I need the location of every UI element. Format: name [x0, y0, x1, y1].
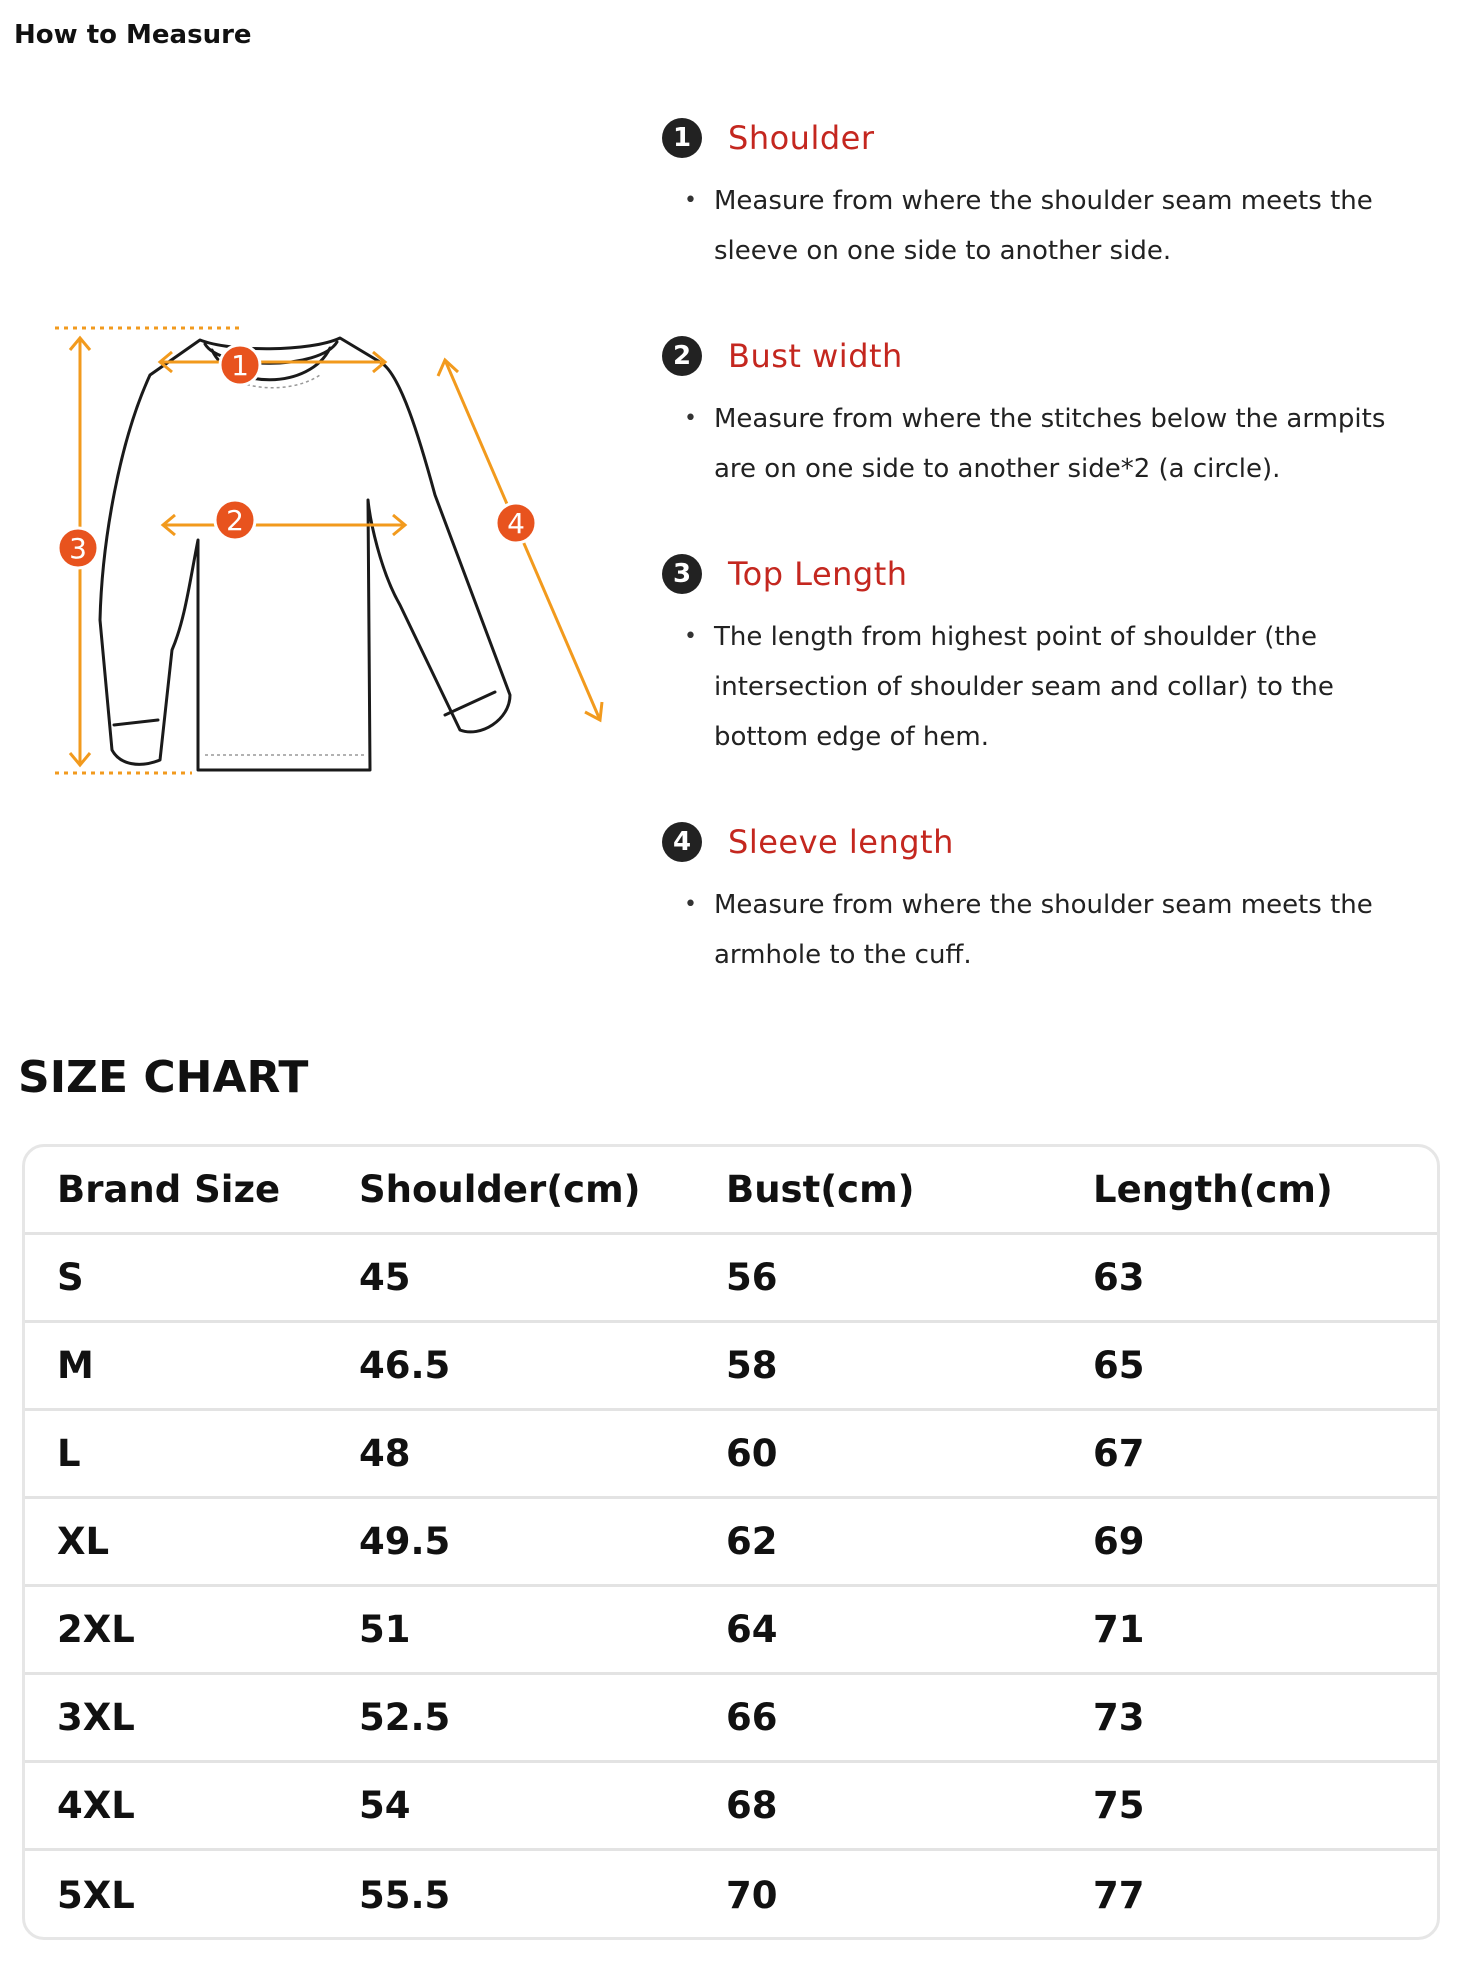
measure-description: • Measure from where the stitches below the armpits are on one side to another side*2 (a circle). [692, 394, 1422, 494]
measure-title: Shoulder [728, 119, 875, 157]
cell-shoulder: 45 [359, 1256, 411, 1299]
cell-bust: 64 [726, 1608, 778, 1651]
measure-description: • Measure from where the shoulder seam meets the armhole to the cuff. [692, 880, 1422, 980]
cell-size: 4XL [57, 1784, 135, 1827]
step-number-badge: 2 [662, 336, 702, 376]
table-row [25, 1499, 1437, 1587]
cell-length: 71 [1093, 1608, 1145, 1651]
measure-item-sleeve [662, 812, 1422, 980]
measure-title: Bust width [728, 337, 903, 375]
measurement-instructions [662, 108, 1422, 980]
measure-title: Sleeve length [728, 823, 954, 861]
header-brand-size: Brand Size [57, 1168, 281, 1211]
cell-length: 75 [1093, 1784, 1145, 1827]
cell-bust: 60 [726, 1432, 778, 1475]
cell-size: M [57, 1344, 94, 1387]
sweater-outline [100, 338, 510, 770]
cell-length: 69 [1093, 1520, 1145, 1563]
cell-shoulder: 54 [359, 1784, 411, 1827]
cell-size: 3XL [57, 1696, 135, 1739]
cell-length: 67 [1093, 1432, 1145, 1475]
header-bust: Bust(cm) [726, 1168, 915, 1211]
cell-shoulder: 49.5 [359, 1520, 451, 1563]
marker-2-label: 2 [226, 504, 244, 537]
step-number-badge: 4 [662, 822, 702, 862]
size-chart-table [22, 1144, 1440, 1940]
cell-bust: 56 [726, 1256, 778, 1299]
table-row [25, 1763, 1437, 1851]
measure-description: • The length from highest point of shoulder (the intersection of shoulder seam and collar) to the bottom edge of hem. [692, 612, 1422, 762]
cell-shoulder: 48 [359, 1432, 411, 1475]
cell-size: L [57, 1432, 81, 1475]
cell-length: 77 [1093, 1873, 1145, 1917]
cell-shoulder: 52.5 [359, 1696, 451, 1739]
table-row [25, 1587, 1437, 1675]
header-shoulder: Shoulder(cm) [359, 1168, 641, 1211]
measure-item-shoulder [662, 108, 1422, 326]
measure-item-top-length [662, 544, 1422, 812]
cell-bust: 62 [726, 1520, 778, 1563]
table-row [25, 1851, 1437, 1939]
step-number-badge: 3 [662, 554, 702, 594]
cell-bust: 66 [726, 1696, 778, 1739]
cell-size: 5XL [57, 1873, 135, 1917]
cell-shoulder: 46.5 [359, 1344, 451, 1387]
header-length: Length(cm) [1093, 1168, 1333, 1211]
cell-size: XL [57, 1520, 110, 1563]
table-row [25, 1235, 1437, 1323]
cell-length: 65 [1093, 1344, 1145, 1387]
marker-1-label: 1 [231, 349, 249, 382]
measure-item-bust [662, 326, 1422, 544]
cell-shoulder: 51 [359, 1608, 411, 1651]
cell-size: 2XL [57, 1608, 135, 1651]
cell-length: 63 [1093, 1256, 1145, 1299]
measure-title: Top Length [728, 555, 908, 593]
cell-bust: 70 [726, 1873, 778, 1917]
sweater-measure-diagram [40, 320, 620, 790]
table-header-row [25, 1147, 1437, 1235]
measure-description: • Measure from where the shoulder seam meets the sleeve on one side to another side. [692, 176, 1422, 276]
page-title: How to Measure [14, 20, 252, 50]
marker-4-label: 4 [507, 507, 525, 540]
table-row [25, 1323, 1437, 1411]
table-row [25, 1411, 1437, 1499]
cell-bust: 58 [726, 1344, 778, 1387]
cell-size: S [57, 1256, 84, 1299]
table-row [25, 1675, 1437, 1763]
marker-3-label: 3 [69, 532, 87, 565]
cell-shoulder: 55.5 [359, 1873, 451, 1917]
cell-bust: 68 [726, 1784, 778, 1827]
cell-length: 73 [1093, 1696, 1145, 1739]
size-chart-heading: SIZE CHART [18, 1052, 309, 1103]
step-number-badge: 1 [662, 118, 702, 158]
